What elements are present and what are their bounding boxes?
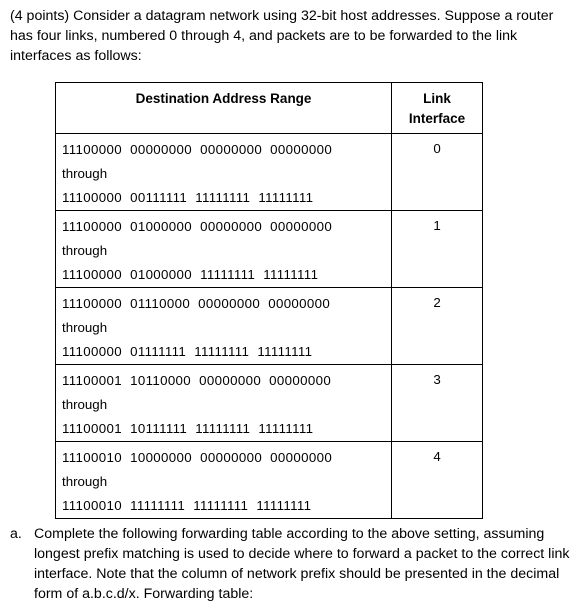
address-range-table: [55, 82, 483, 519]
table-row: [56, 134, 483, 211]
through-label: through: [62, 243, 108, 258]
link-interface-cell: 3: [392, 365, 483, 442]
range-start: 11100001 10110000 00000000 00000000: [62, 373, 332, 388]
part-a: [10, 524, 570, 604]
header-destination-range: Destination Address Range: [56, 83, 392, 134]
through-label: through: [62, 397, 108, 412]
range-start: 11100000 01110000 00000000 00000000: [62, 296, 331, 311]
link-interface-cell: 0: [392, 134, 483, 211]
range-end: 11100000 01000000 11111111 11111111: [62, 267, 319, 282]
range-end: 11100010 11111111 11111111 11111111: [62, 498, 312, 513]
range-cell: [56, 288, 392, 365]
range-end: 11100000 01111111 11111111 11111111: [62, 344, 313, 359]
range-start: 11100000 01000000 00000000 00000000: [62, 219, 333, 234]
range-end: 11100000 00111111 11111111 11111111: [62, 190, 314, 205]
table-row: [56, 288, 483, 365]
range-cell: [56, 365, 392, 442]
question-intro: (4 points) Consider a datagram network using 32-bit host addresses. Suppose a router has four links, numbered 0 through 4, and packets are to be forwarded to the link interfaces as follows:: [10, 8, 554, 64]
table-row: [56, 442, 483, 519]
table-row: [56, 365, 483, 442]
link-interface-cell: 1: [392, 211, 483, 288]
header-link-interface: [392, 83, 483, 134]
through-label: through: [62, 320, 108, 335]
header-link-interface-text: Link Interface: [408, 91, 466, 126]
range-cell: [56, 134, 392, 211]
table-row: [56, 211, 483, 288]
range-cell: [56, 442, 392, 519]
link-interface-cell: 4: [392, 442, 483, 519]
range-start: 11100000 00000000 00000000 00000000: [62, 142, 333, 157]
through-label: through: [62, 166, 108, 181]
link-interface-cell: 2: [392, 288, 483, 365]
part-a-text: Complete the following forwarding table according to the above setting, assuming longest prefix matching is used to decide where to forward a packet to the correct link interface. Note that the column of network prefix should be presented in the decimal form of a.b.c.d/x. Forwarding table:: [34, 526, 570, 602]
range-cell: [56, 211, 392, 288]
range-end: 11100001 10111111 11111111 11111111: [62, 421, 314, 436]
through-label: through: [62, 474, 108, 489]
table-header-row: [56, 83, 483, 134]
range-start: 11100010 10000000 00000000 00000000: [62, 450, 333, 465]
part-a-label: a.: [10, 526, 22, 542]
